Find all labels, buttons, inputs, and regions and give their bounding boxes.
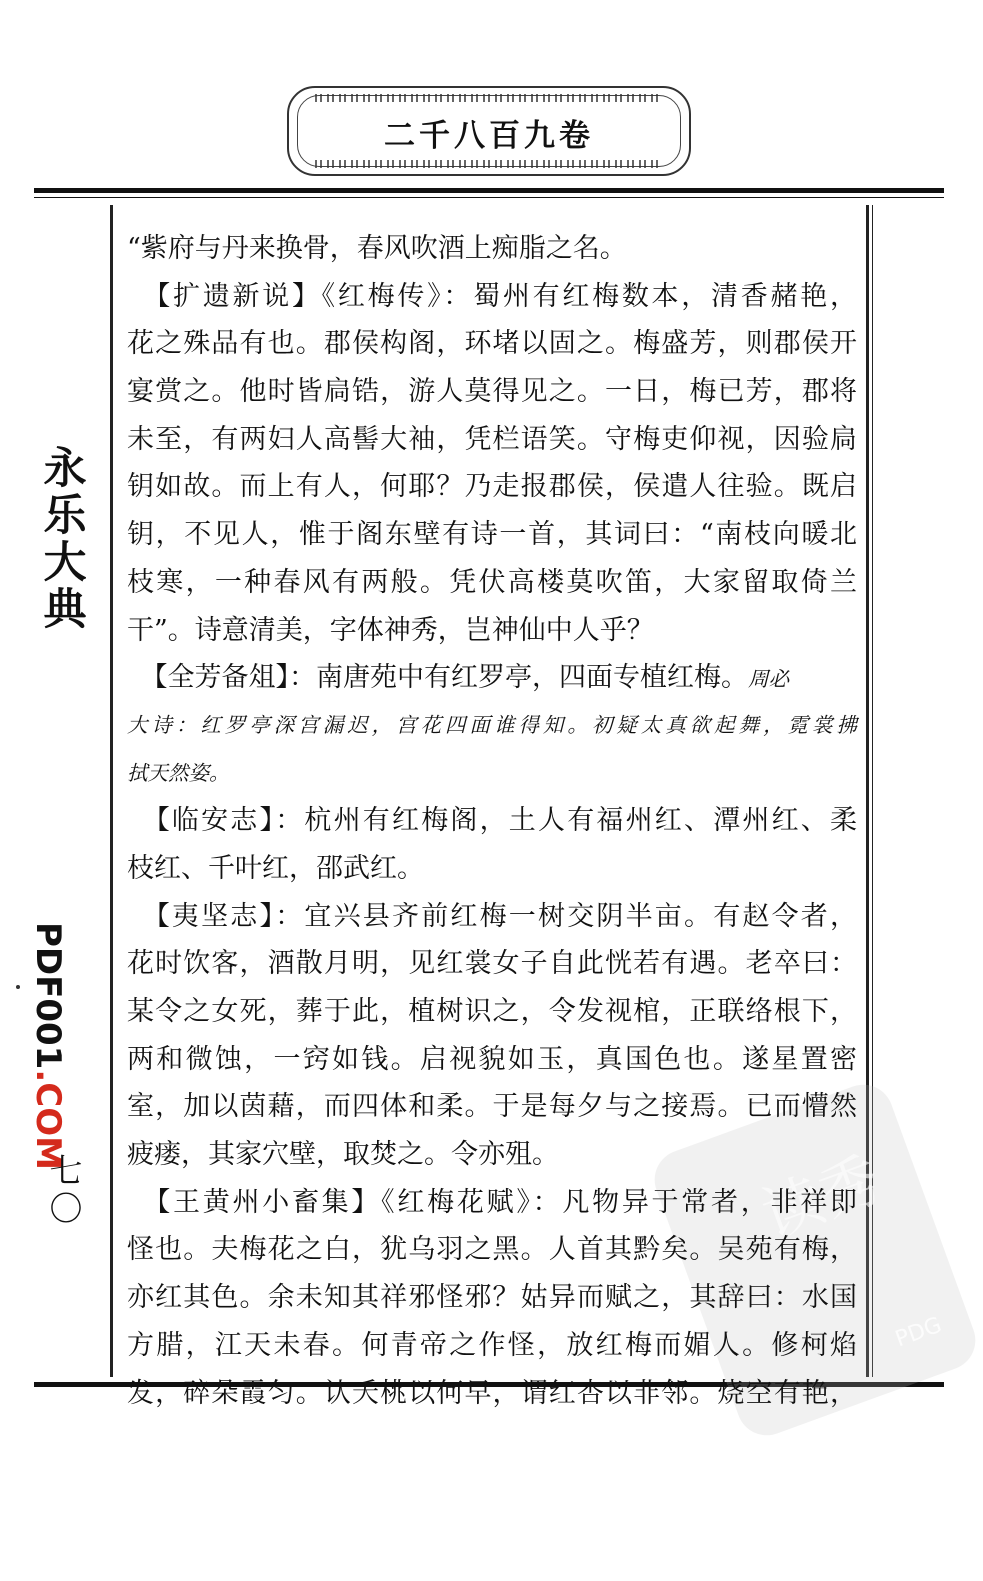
text-line-content: 【全芳备俎】：南唐苑中有红罗亭，四面专植红梅。 (127, 662, 748, 694)
text-line-content: 花时饮客，酒散月明，见红裳女子自此恍若有遇。老卒曰： (127, 948, 857, 980)
text-line (127, 893, 857, 941)
text-line-content: 宴赏之。他时皆扃锆，游人莫得见之。一日，梅已芳，郡将 (127, 376, 857, 408)
text-line (127, 702, 857, 750)
text-line-content: 某令之女死，葬于此，植树识之，令发视棺，正联络根下， (127, 996, 857, 1027)
text-line (127, 607, 857, 655)
text-line-content: 【夷坚志】：宜兴县齐前红梅一树交阴半亩。有赵令者， (127, 900, 857, 932)
page-number-char: 七 (49, 1151, 83, 1190)
text-line (127, 1370, 857, 1418)
text-line (127, 416, 857, 464)
top-rule (34, 188, 944, 193)
text-line (127, 797, 857, 845)
book-title (38, 446, 92, 634)
fret-border-bottom (315, 160, 663, 168)
text-line (127, 225, 857, 273)
text-line (127, 320, 857, 368)
text-line (127, 654, 857, 702)
text-line-content: 【扩遗新说】《红梅传》：蜀州有红梅数本，清香赭艳， (127, 280, 857, 312)
page-number (40, 1152, 92, 1228)
speck-mark (16, 985, 20, 989)
body-text (127, 225, 857, 1417)
book-title-char: 乐 (43, 491, 87, 541)
watermark-black-text: PDF001 (28, 922, 68, 1070)
text-line-content: 【临安志】：杭州有红梅阁，土人有福州红、潭州红、柔 (127, 805, 857, 837)
text-line (127, 1274, 857, 1322)
stamp-pdg-logo: PDG (892, 1312, 946, 1353)
text-line-content: 怪也。夫梅花之白，犹乌羽之黑。人首其黔矣。吴苑有梅， (127, 1234, 857, 1266)
text-line (127, 988, 857, 1036)
text-line (127, 1179, 857, 1227)
book-title-char: 永 (43, 444, 87, 494)
page-number-char: 〇 (49, 1189, 83, 1228)
text-line-content: 大诗：红罗亭深宫漏迟，宫花四面谁得知。初疑太真欲起舞，霓裳拂 (127, 712, 857, 737)
text-line-content: 方腊，江天未春。何青帝之作怪，放红梅而媚人。修柯焰 (127, 1329, 857, 1361)
text-line (127, 940, 857, 988)
text-line-content: 未至，有两妇人高髻大袖，凭栏语笑。守梅吏仰视，因验扃 (127, 423, 857, 455)
text-line (127, 368, 857, 416)
text-line-content: 枝寒，一种春风有两般。凭伏高楼莫吹笛，大家留取倚兰 (127, 566, 857, 598)
inline-note: 周必 (748, 667, 789, 692)
text-line-content: 花之殊品有也。郡侯构阁，环堵以固之。梅盛芳，则郡侯开 (127, 328, 857, 360)
text-line-content: 枝红、千叶红，邵武红。 (127, 852, 424, 884)
book-title-char: 典 (43, 585, 87, 635)
book-title-char: 大 (43, 538, 87, 588)
text-line (127, 1083, 857, 1131)
text-line (127, 511, 857, 559)
text-line-content: 两和微蚀，一窍如钱。启视貌如玉，真国色也。遂星置密 (127, 1043, 857, 1075)
text-line (127, 750, 857, 798)
text-line-content: 疲瘘，其家穴壁，取焚之。令亦殂。 (127, 1139, 559, 1171)
text-line-content: 【王黄州小畜集】《红梅花赋》：凡物异于常者，非祥即 (127, 1186, 857, 1218)
text-line (127, 1322, 857, 1370)
frame-left-line (110, 205, 113, 1377)
text-line (127, 1036, 857, 1084)
text-line-content: 钥，不见人，惟于阁东壁有诗一首，其词曰：“南枝向暖北 (127, 519, 857, 551)
fret-border-top (315, 94, 663, 102)
text-line-content: 亦红其色。余未知其祥邪怪邪？姑异而赋之，其辞曰：水国 (127, 1282, 857, 1314)
watermark-red-text: .COM (28, 1069, 68, 1170)
text-line (127, 1131, 857, 1179)
text-line-content: 室，加以茵藉，而四体和柔。于是每夕与之接焉。已而懵然 (127, 1091, 857, 1123)
text-line-content: 发，碎朵霞匀。认夭桃以何早，谓红杏以非邻。烧空有艳， (127, 1377, 857, 1409)
text-line (127, 1226, 857, 1274)
text-line (127, 845, 857, 893)
text-line-content: 拭天然姿。 (127, 760, 230, 785)
top-rule-thin (34, 197, 944, 198)
volume-title-cartouche (287, 86, 691, 176)
text-line (127, 463, 857, 511)
stamp-watermark-text: 读秀 (753, 1144, 891, 1252)
text-line-content: 干”。诗意清美，字体神秀，岂神仙中人乎？ (127, 614, 654, 646)
text-line-content: “紫府与丹来换骨，春风吹酒上痴脂之名。 (127, 233, 627, 264)
volume-title: 二千八百九卷 (384, 118, 594, 154)
text-line (127, 273, 857, 321)
text-line-content: 钥如故。而上有人，何耶？乃走报郡侯，侯遣人往验。既启 (127, 471, 857, 503)
text-line (127, 559, 857, 607)
